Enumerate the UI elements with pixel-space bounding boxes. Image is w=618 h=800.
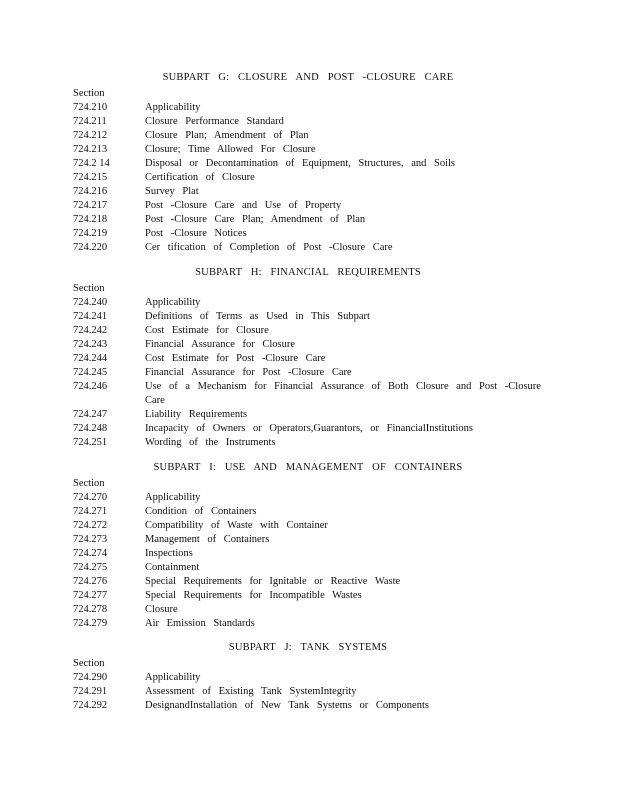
section-number: 724.279 (73, 618, 108, 629)
subpart-title: SUBPART G: CLOSURE AND POST -CLOSURE CARE (162, 72, 454, 83)
section-number: 724.220 (73, 242, 108, 253)
toc-entry (73, 685, 543, 699)
section-number: 724.251 (73, 437, 108, 448)
section-title: Special Requirements for Ignitable or Reactive Waste (145, 576, 401, 587)
toc-entry (73, 519, 543, 533)
section-title: DesignandInstallation of New Tank Systems or Components (145, 700, 429, 711)
section-number: 724.241 (73, 311, 108, 322)
section-title: Cost Estimate for Post -Closure Care (145, 353, 326, 364)
toc-entry (73, 227, 543, 241)
section-title: Closure Performance Standard (145, 116, 284, 127)
section-number: 724.278 (73, 604, 108, 615)
toc-entry (73, 213, 543, 227)
toc-entry (73, 505, 543, 519)
toc-entry (73, 199, 543, 213)
toc-entry (73, 671, 543, 685)
section-title: Liability Requirements (145, 409, 248, 420)
section-title: Survey Plat (145, 186, 199, 197)
section-number: 724.2 14 (73, 158, 110, 169)
section-number: 724.275 (73, 562, 108, 573)
section-title: Financial Assurance for Post -Closure Care (145, 367, 352, 378)
section-number: 724.272 (73, 520, 108, 531)
section-number: 724.213 (73, 144, 108, 155)
subpart-title: SUBPART I: USE AND MANAGEMENT OF CONTAINERS (153, 462, 463, 473)
section-number: 724.240 (73, 297, 108, 308)
section-title: Closure; Time Allowed For Closure (145, 144, 316, 155)
subpart-j (73, 641, 543, 713)
toc-entry (73, 617, 543, 631)
toc-entry (73, 241, 543, 255)
toc-entry (73, 408, 543, 422)
toc-entry (73, 296, 543, 310)
section-title: Air Emission Standards (145, 618, 255, 629)
section-number: 724.217 (73, 200, 108, 211)
section-title: Cost Estimate for Closure (145, 325, 269, 336)
toc-entry (73, 324, 543, 338)
section-number: 724.292 (73, 700, 108, 711)
toc-entry (73, 366, 543, 380)
section-number: 724.276 (73, 576, 108, 587)
section-number: 724.242 (73, 325, 108, 336)
toc-entry (73, 547, 543, 561)
toc-entry (73, 310, 543, 324)
section-number: 724.210 (73, 102, 108, 113)
section-number: 724.211 (73, 116, 107, 127)
subpart-title: SUBPART J: TANK SYSTEMS (228, 642, 388, 653)
section-number: 724.271 (73, 506, 108, 517)
subpart-g (73, 71, 543, 255)
section-number: 724.247 (73, 409, 108, 420)
section-title: Disposal or Decontamination of Equipment, Structures, and Soils (145, 158, 455, 169)
toc-entry (73, 171, 543, 185)
toc-entry (73, 603, 543, 617)
section-number: 724.243 (73, 339, 108, 350)
section-title: Post -Closure Care and Use of Property (145, 200, 342, 211)
section-number: 724.218 (73, 214, 108, 225)
section-label: Section (73, 283, 105, 294)
toc-entry (73, 143, 543, 157)
toc-entry (73, 352, 543, 366)
section-title: Incapacity of Owners or Operators,Guarantors, or FinancialInstitutions (145, 423, 473, 434)
section-title: Applicability (145, 102, 201, 113)
section-title: Containment (145, 562, 200, 573)
section-number: 724.216 (73, 186, 108, 197)
toc-entry (73, 157, 543, 171)
section-number: 724.273 (73, 534, 108, 545)
subpart-title: SUBPART H: FINANCIAL REQUIREMENTS (195, 267, 421, 278)
section-title: Post -Closure Notices (145, 228, 247, 239)
toc-entry (73, 185, 543, 199)
toc-entry (73, 575, 543, 589)
section-number: 724.277 (73, 590, 108, 601)
subpart-h (73, 266, 543, 450)
toc-entry (73, 533, 543, 547)
section-title: Special Requirements for Incompatible Wastes (145, 590, 362, 601)
toc-entry (73, 491, 543, 505)
toc-entry (73, 699, 543, 713)
section-title: Closure (145, 604, 178, 615)
section-number: 724.245 (73, 367, 108, 378)
section-title: Management of Containers (145, 534, 270, 545)
section-title: Compatibility of Waste with Container (145, 520, 328, 531)
section-title: Certification of Closure (145, 172, 255, 183)
section-title: Inspections (145, 548, 193, 559)
section-number: 724.291 (73, 686, 108, 697)
section-title: Wording of the Instruments (145, 437, 276, 448)
section-title: Financial Assurance for Closure (145, 339, 296, 350)
section-title: Condition of Containers (145, 506, 257, 517)
section-title: Definitions of Terms as Used in This Subpart (145, 311, 370, 322)
section-number: 724.246 (73, 381, 108, 392)
section-title: Use of a Mechanism for Financial Assurance of Both Closure and Post -Closure Care (145, 381, 541, 406)
toc-entry (73, 115, 543, 129)
section-title: Applicability (145, 297, 201, 308)
section-title: Closure Plan; Amendment of Plan (145, 130, 309, 141)
toc-entry (73, 380, 543, 408)
section-number: 724.212 (73, 130, 108, 141)
section-label: Section (73, 88, 105, 99)
section-number: 724.270 (73, 492, 108, 503)
section-label: Section (73, 658, 105, 669)
section-number: 724.219 (73, 228, 108, 239)
toc-entry (73, 338, 543, 352)
section-number: 724.248 (73, 423, 108, 434)
section-title: Applicability (145, 492, 201, 503)
section-label: Section (73, 478, 105, 489)
section-number: 724.244 (73, 353, 108, 364)
section-title: Assessment of Existing Tank SystemIntegrity (145, 686, 357, 697)
section-number: 724.274 (73, 548, 108, 559)
toc-entry (73, 129, 543, 143)
section-number: 724.215 (73, 172, 108, 183)
section-number: 724.290 (73, 672, 108, 683)
subpart-i (73, 461, 543, 631)
section-title: Applicability (145, 672, 201, 683)
toc-entry (73, 422, 543, 436)
section-title: Cer tification of Completion of Post -Closure Care (145, 242, 393, 253)
toc-entry (73, 589, 543, 603)
section-title: Post -Closure Care Plan; Amendment of Plan (145, 214, 366, 225)
toc-entry (73, 436, 543, 450)
toc-entry (73, 561, 543, 575)
toc-entry (73, 101, 543, 115)
